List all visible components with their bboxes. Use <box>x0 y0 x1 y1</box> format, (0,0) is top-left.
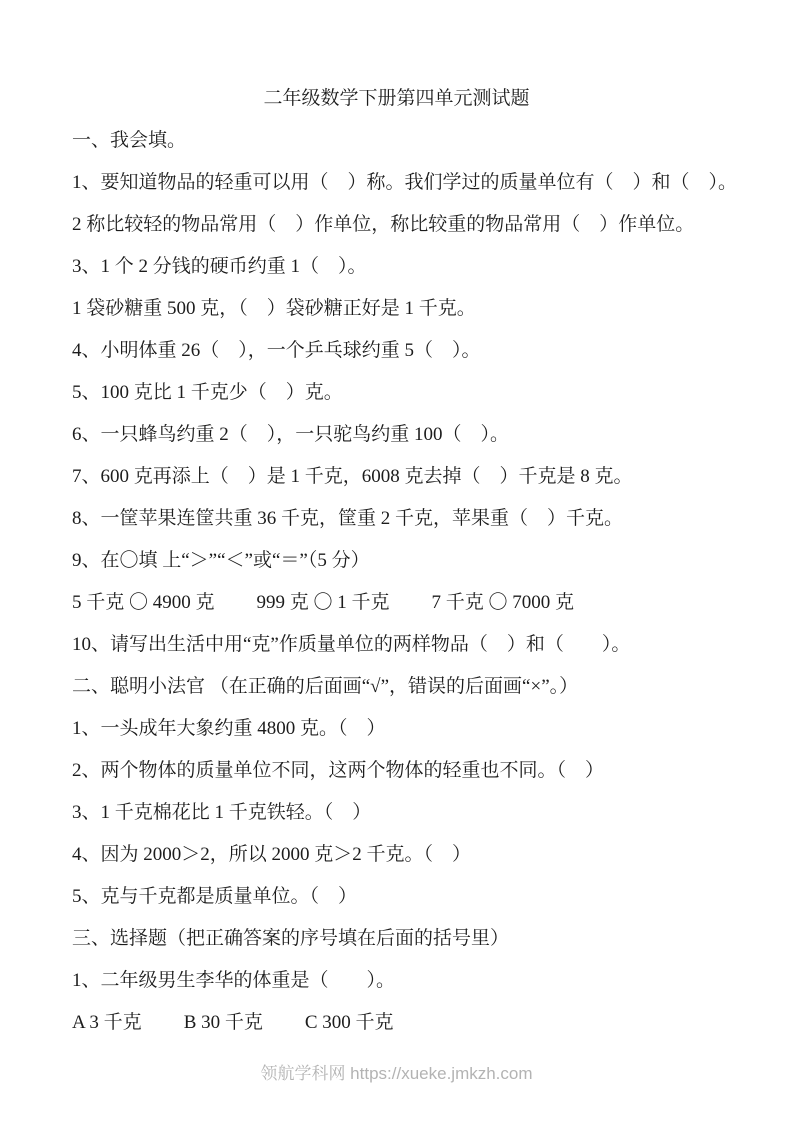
section-fill-heading: 一、我会填。 <box>72 130 187 151</box>
fill-q9: 9、在〇填 上“＞”“＜”或“＝”（5 分） <box>72 550 370 571</box>
watermark-text: 领航学科网 https://xueke.jmkzh.com <box>260 1064 533 1083</box>
fill-q1: 1、要知道物品的轻重可以用（ ）称。我们学过的质量单位有（ ）和（ ）。 <box>72 172 738 193</box>
judge-q1: 1、一头成年大象约重 4800 克。（ ） <box>72 718 386 739</box>
choice-option-a: A 3 千克 <box>72 1012 142 1033</box>
fill-q3: 3、1 个 2 分钱的硬币约重 1（ ）。 <box>72 256 367 277</box>
fill-q4: 4、小明体重 26（ ），一个乒乓球约重 5（ ）。 <box>72 340 481 361</box>
fill-q8: 8、一筐苹果连筐共重 36 千克，筐重 2 千克，苹果重（ ）千克。 <box>72 508 624 529</box>
judge-q2: 2、两个物体的质量单位不同，这两个物体的轻重也不同。（ ） <box>72 760 605 781</box>
fill-q9-comparison-row <box>0 582 793 624</box>
section-judge-heading: 二、聪明小法官 （在正确的后面画“√”，错误的后面画“×”。） <box>72 676 579 697</box>
choice-q1-options-row <box>0 1002 793 1044</box>
section-choice-heading: 三、选择题（把正确答案的序号填在后面的括号里） <box>72 928 510 949</box>
page-title: 二年级数学下册第四单元测试题 <box>263 88 530 109</box>
choice-option-b: B 30 千克 <box>183 1012 263 1033</box>
fill-q5: 5、100 克比 1 千克少（ ）克。 <box>72 382 343 403</box>
fill-q7: 7、600 克再添上（ ）是 1 千克，6008 克去掉（ ）千克是 8 克。 <box>72 466 633 487</box>
comparison-item-3: 7 千克 〇 7000 克 <box>431 592 575 613</box>
judge-q3: 3、1 千克棉花比 1 千克铁轻。（ ） <box>72 802 372 823</box>
comparison-item-2: 999 克 〇 1 千克 <box>256 592 390 613</box>
judge-q5: 5、克与千克都是质量单位。（ ） <box>72 886 358 907</box>
fill-q6: 6、一只蜂鸟约重 2（ ），一只驼鸟约重 100（ ）。 <box>72 424 510 445</box>
fill-q3-part2: 1 袋砂糖重 500 克，（ ）袋砂糖正好是 1 千克。 <box>72 298 476 319</box>
comparison-item-1: 5 千克 〇 4900 克 <box>72 592 215 613</box>
judge-q4: 4、因为 2000＞2，所以 2000 克＞2 千克。（ ） <box>72 844 472 865</box>
watermark <box>0 1062 793 1086</box>
fill-q10: 10、请写出生活中用“克”作质量单位的两样物品（ ）和（ ）。 <box>72 634 631 655</box>
choice-q1: 1、二年级男生李华的体重是（ ）。 <box>72 970 396 991</box>
fill-q2: 2 称比较轻的物品常用（ ）作单位，称比较重的物品常用（ ）作单位。 <box>72 214 695 235</box>
choice-option-c: C 300 千克 <box>304 1012 394 1033</box>
